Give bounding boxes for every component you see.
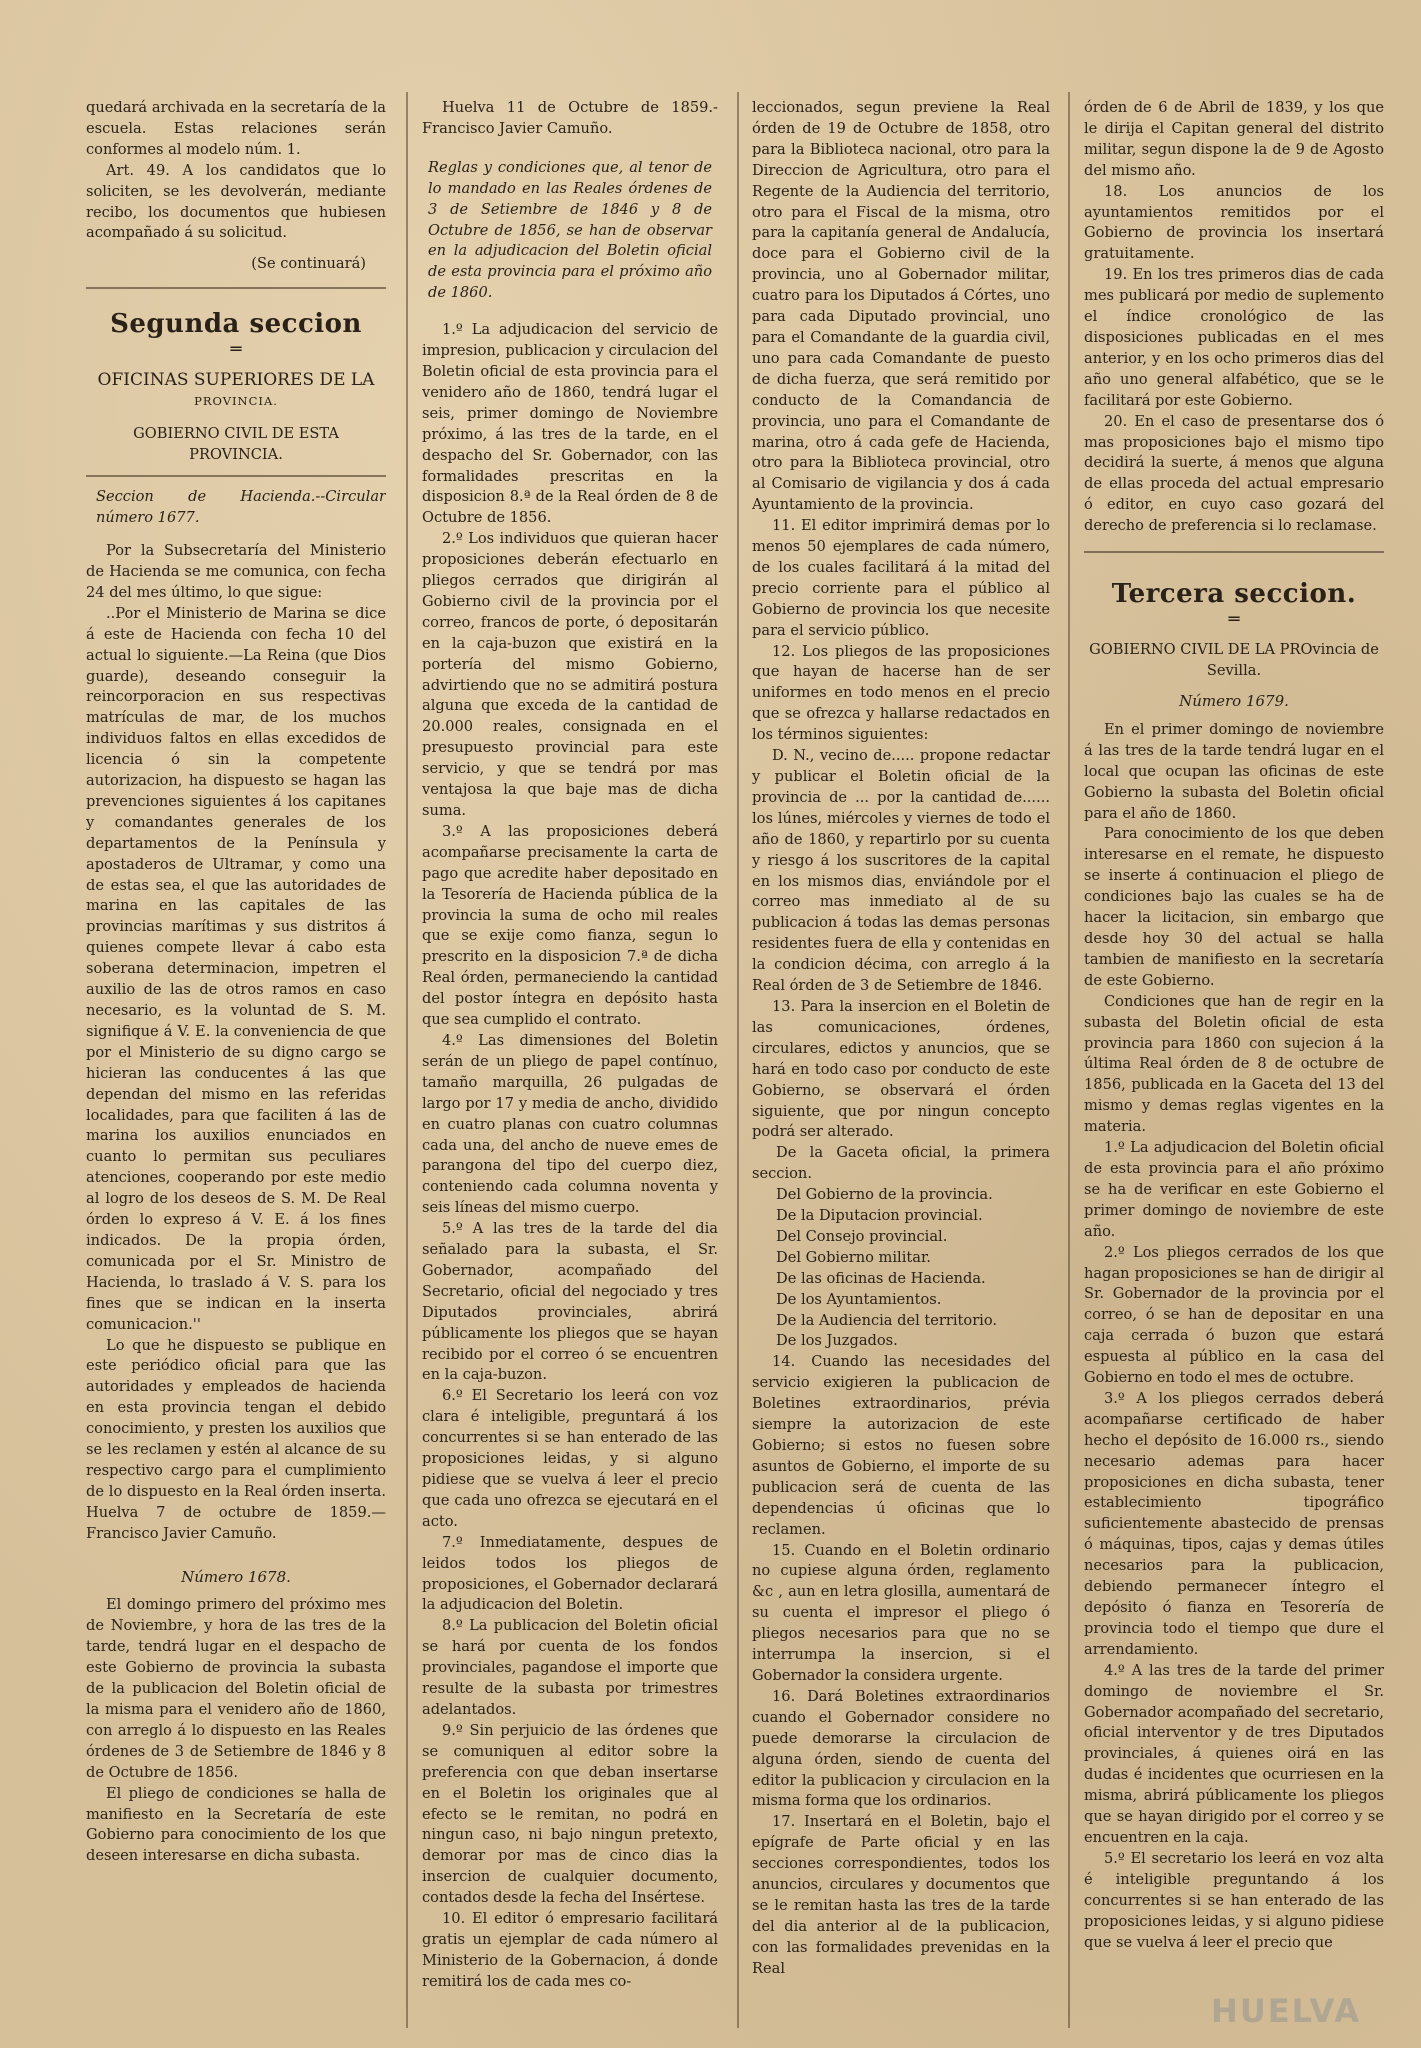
paragraph: En el primer domingo de noviembre á las tres de la tarde tendrá lugar en el local que ocupan las oficinas de este Gobierno la subasta del Boletin oficial para el año de 1860. bbox=[1084, 720, 1384, 822]
list-item: De los Ayuntamientos. bbox=[776, 1290, 942, 1308]
section-header: GOBIERNO CIVIL DE ESTA PROVINCIA. bbox=[133, 425, 339, 464]
paragraph: Huelva 11 de Octubre de 1859.-Francisco Javier Camuño. bbox=[422, 99, 718, 137]
list-item: Del Gobierno militar. bbox=[776, 1248, 931, 1266]
condition: 15. Cuando en el Boletin ordinario no cupiese alguna órden, reglamento &c , aun en letra glosilla, aumentará de su cuenta el impresor el pliego ó pliegos necesarios para que no se interrumpa la insercion, si el Gobernador la considera urgente. bbox=[752, 1541, 1050, 1684]
section-title: Segunda seccion bbox=[110, 309, 362, 340]
condition: 3.º A los pliegos cerrados deberá acompañarse certificado de haber hecho el depósito de 16.000 rs., siendo necesario ademas para hacer proposiciones en dicha subasta, tener establecimiento tipográfico suficientemente abastecido de prensas ó máquinas, tipos, cajas y demas útiles necesarios para la publicacion, debiendo permanecer íntegro el depósito ó fianza en Tesorería de provincia todo el tiempo que dure el arrendamiento. bbox=[1084, 1389, 1384, 1658]
section-title: Tercera seccion. bbox=[1111, 579, 1357, 610]
paragraph: Para conocimiento de los que deben interesarse en el remate, he dispuesto se inserte á continuacion el pliego de condiciones bajo las cuales se ha de hacer la licitacion, sin embargo que desde hoy 30 del actual se halla tambien de manifiesto en la secretaría de este Gobierno. bbox=[1084, 825, 1384, 989]
condition: 9.º Sin perjuicio de las órdenes que se comuniquen al editor sobre la preferencia con que deban insertarse en el Boletin los originales que al efecto se le remitan, no podrá en ningun caso, ni bajo ningun pretexto, demorar por mas de cinco dias la insercion de cualquier documento, contados desde la fecha del Insértese. bbox=[422, 1721, 718, 1907]
column-rule bbox=[737, 92, 739, 2028]
condition: 5.º El secretario los leerá en voz alta é inteligible preguntando á los concurrentes si se han enterado de las proposiciones leidas, y si alguno pidiese que se vuelva á leer el precio que bbox=[1084, 1849, 1384, 1951]
condition: 14. Cuando las necesidades del servicio exigieren la publicacion de Boletines extraordinarios, prévia siempre la autorizacion de este Gobierno; si estos no fuesen sobre asuntos de Gobierno, el importe de su publicacion será de cuenta de las dependencias ú oficinas que lo reclamen. bbox=[752, 1353, 1050, 1538]
condition: 10. El editor ó empresario facilitará gratis un ejemplar de cada número al Ministerio de la Gobernacion, á donde remitirá los de cada mes co- bbox=[422, 1910, 718, 1990]
number-heading: Número 1678. bbox=[181, 1567, 291, 1586]
condition: 20. En el caso de presentarse dos ó mas proposiciones bajo el mismo tipo decidirá la suerte, á menos que alguna de ellas proceda del actual empresario ó editor, en cuyo caso gozará del derecho de preferencia si lo reclamase. bbox=[1084, 412, 1384, 535]
paragraph: quedará archivada en la secretaría de la escuela. Estas relaciones serán conformes al modelo núm. 1. bbox=[86, 99, 386, 158]
column-3 bbox=[752, 98, 1050, 2048]
circular-heading: Seccion de Hacienda.--Circular número 1677. bbox=[96, 488, 386, 527]
condition: 2.º Los pliegos cerrados de los que hagan proposiciones se han de dirigir al Sr. Gobernador de la provincia por el correo, ó se han de depositar en una caja cerrada ó buzon que estará espuesta al público en la casa del Gobierno en todo el mes de octubre. bbox=[1084, 1243, 1384, 1387]
condition: 4.º A las tres de la tarde del primer domingo de noviembre el Sr. Gobernador acompañado del secretario, oficial interventor y de tres Diputados provinciales, á quienes oirá en las dudas é incidentes que ocurriesen en la misma, abrirá públicamente los pliegos que se hayan dirigido por el correo y se encuentren en la caja. bbox=[1084, 1661, 1384, 1846]
condition: 1.º La adjudicacion del Boletin oficial de esta provincia para el año próximo se ha de verificar en este Gobierno el primer domingo de noviembre de este año. bbox=[1084, 1139, 1384, 1240]
column-4 bbox=[1084, 98, 1384, 2048]
column-rule bbox=[406, 92, 408, 2028]
paragraph: El pliego de condiciones se halla de manifiesto en la Secretaría de este Gobierno para conocimiento de los que deseen interesarse en dicha subasta. bbox=[86, 1784, 386, 1865]
section-dash: ═ bbox=[230, 339, 242, 361]
condition: 4.º Las dimensiones del Boletin serán de un pliego de papel contínuo, tamaño marquilla, 26 pulgadas de largo por 17 y media de ancho, dividido en cuatro planas con cuatro columnas cada una, del ancho de nueve emes de parangona del tipo del cuerpo diez, conteniendo cada columna noventa y seis líneas del mismo cuerpo. bbox=[422, 1031, 718, 1217]
list-item: De los Juzgados. bbox=[776, 1332, 898, 1350]
section-header: GOBIERNO CIVIL DE LA PROvincia de Sevilla. bbox=[1089, 641, 1379, 680]
condition: 18. Los anuncios de los ayuntamientos remitidos por el Gobierno de provincia los insertará gratuitamente. bbox=[1084, 182, 1384, 263]
list-item: Del Consejo provincial. bbox=[776, 1227, 948, 1245]
divider bbox=[1084, 551, 1384, 553]
proposal-model: D. N., vecino de..... propone redactar y publicar el Boletin oficial de la provincia de ... por la cantidad de...... los lúnes, miércoles y viernes de todo el año de 1860, y repartirlo por su cuenta y riesgo á los suscritores de la capital en los mismos dias, enviándole por el correo mas inmediato al de su publicacion á todas las demas personas residentes fuera de ella y contenidas en la condicion décima, con arreglo á la Real órden de 3 de Setiembre de 1846. bbox=[752, 747, 1050, 995]
paragraph: Condiciones que han de regir en la subasta del Boletin oficial de esta provincia para 1860 con sujecion á la última Real órden de 8 de octubre de 1856, publicada en la Gaceta del 13 del mismo y demas reglas vigentes en la materia. bbox=[1084, 992, 1384, 1136]
paragraph: Por la Subsecretaría del Ministerio de Hacienda se me comunica, con fecha 24 del mes último, lo que sigue: bbox=[86, 542, 386, 601]
divider bbox=[86, 287, 386, 289]
condition: 16. Dará Boletines extraordinarios cuando el Gobernador considere no puede demorarse la circulacion de alguna órden, siendo de cuenta del editor la publicacion y circulacion en la misma forma que los ordinarios. bbox=[752, 1687, 1050, 1810]
condition: 2.º Los individuos que quieran hacer proposiciones deberán efectuarlo en pliegos cerrados que dirigirán al Gobierno civil de la provincia por el correo, francos de porte, ó depositarán en la caja-buzon que existirá en la portería del mismo Gobierno, advirtiendo que no se admitirá postura alguna que exceda de la cantidad de 20.000 reales, consignada en el presupuesto provincial para este servicio, y que se tendrá por mas ventajosa la que baje mas de dicha suma. bbox=[422, 530, 718, 819]
paragraph: El domingo primero del próximo mes de Noviembre, y hora de las tres de la tarde, tendrá lugar en el despacho de este Gobierno de provincia la subasta de la publicacion del Boletin oficial de la misma para el venidero año de 1860, con arreglo á lo dispuesto en las Reales órdenes de 3 de Setiembre de 1846 y 8 de Octubre de 1856. bbox=[86, 1596, 386, 1781]
condition: 1.º La adjudicacion del servicio de impresion, publicacion y circulacion del Boletin oficial de esta provincia para el venidero año de 1860, tendrá lugar el seis, primer domingo de Noviembre próximo, á las tres de la tarde, en el despacho del Sr. Gobernador, con las formalidades prescritas en la disposicion 8.ª de la Real órden de 8 de Octubre de 1856. bbox=[422, 321, 718, 527]
paragraph: órden de 6 de Abril de 1839, y los que le dirija el Capitan general del distrito militar, segun dispone la de 9 de Agosto del mismo año. bbox=[1084, 99, 1384, 179]
condition: 7.º Inmediatamente, despues de leidos todos los pliegos de proposiciones, el Gobernador declarará la adjudicacion del Boletin. bbox=[422, 1533, 718, 1614]
library-watermark: HUELVA bbox=[1211, 1992, 1361, 2030]
paragraph: leccionados, segun previene la Real órden de 19 de Octubre de 1858, otro para la Biblioteca nacional, otro para la Direccion de Agricultura, otro para el Regente de la Audiencia del territorio, otro para el Fiscal de la misma, otro para la capitanía general de Andalucía, doce para el Gobierno civil de la provincia, uno al Gobernador militar, cuatro para los Diputados á Córtes, uno para cada Diputado provincial, uno para el Comandante de la guardia civil, uno para cada Comandante de puesto de dicha fuerza, que será remitido por conducto de la Comandancia de provincia, uno para el Comandante de marina, otro á cada gefe de Hacienda, otro para la Biblioteca provincial, otro al Comisario de vigilancia y dos á cada Ayuntamiento de la provincia. bbox=[752, 99, 1050, 514]
continuation-note: (Se continuará) bbox=[251, 255, 366, 273]
condition: 13. Para la insercion en el Boletin de las comunicaciones, órdenes, circulares, edictos y anuncios, que se hará en todo caso por conducto de este Gobierno, se observará el órden siguiente, que por ningun concepto podrá ser alterado. bbox=[752, 997, 1050, 1141]
list-item: De la Gaceta oficial, la primera seccion. bbox=[752, 1144, 1050, 1183]
list-item: De las oficinas de Hacienda. bbox=[776, 1269, 986, 1287]
divider bbox=[86, 475, 386, 477]
condition: 6.º El Secretario los leerá con voz clara é inteligible, preguntará á los concurrentes si se han enterado de las proposiciones leidas, y si alguno pidiese que se vuelva á leer el precio que cada uno ofrezca se ejecutará en el acto. bbox=[422, 1387, 718, 1530]
condition: 12. Los pliegos de las proposiciones que hayan de hacerse han de ser uniformes en todo menos en el precio que se ofrezca y hallarse redactados en los términos siguientes: bbox=[752, 642, 1050, 744]
condition: 8.º La publicacion del Boletin oficial se hará por cuenta de los fondos provinciales, pagandose el importe que resulte de la subasta por trimestres adelantados. bbox=[422, 1617, 718, 1718]
list-item: De la Diputacion provincial. bbox=[776, 1207, 983, 1225]
list-item: Del Gobierno de la provincia. bbox=[776, 1186, 993, 1204]
paragraph: ..Por el Ministerio de Marina se dice á este de Hacienda con fecha 10 del actual lo siguiente.—La Reina (que Dios guarde), deseando conseguir la reincorporacion en sus respectivas matrículas de mar, de los muchos individuos faltos en ellas excedidos de licencia ó sin la competente autorizacion, ha dispuesto se hagan las prevenciones siguientes á los capitanes y comandantes generales de los departamentos de la Península y apostaderos de Ultramar, y como una de estas sea, el que las autoridades de marina en las capitales de las provincias marítimas y sus distritos á quienes compete llevar á cabo esta soberana determinacion, impetren el auxilio de las de otros ramos en caso necesario, es la voluntad de S. M. signifique á V. E. la conveniencia de que por el Ministerio de su digno cargo se hicieran las conducentes á las que dependan del mismo en las referidas localidades, para que faciliten á las de marina los auxilios enunciados en cuanto lo permitan sus peculiares atenciones, cooperando por este medio al logro de los deseos de S. M. De Real órden lo expreso á V. E. á los fines indicados. De la propia órden, comunicada por el Sr. Ministro de Hacienda, lo traslado á V. S. para los fines que se indican en la inserta comunicacion.'' bbox=[86, 604, 386, 1333]
section-header: OFICINAS SUPERIORES DE LA bbox=[97, 370, 375, 391]
number-heading: Número 1679. bbox=[1179, 692, 1289, 711]
list-item: De la Audiencia del territorio. bbox=[776, 1311, 998, 1329]
condition: 3.º A las proposiciones deberá acompañarse precisamente la carta de pago que acredite haber depositado en la Tesorería de Hacienda pública de la provincia la suma de ocho mil reales que se exije como fianza, segun lo prescrito en la disposicion 7.ª de dicha Real órden, permaneciendo la cantidad del postor íntegra en depósito hasta que sea cumplido el contrato. bbox=[422, 822, 718, 1029]
column-1 bbox=[86, 98, 386, 2048]
section-dash: ═ bbox=[1228, 609, 1240, 631]
column-2 bbox=[422, 98, 718, 2048]
section-header-sub: PROVINCIA. bbox=[194, 394, 278, 409]
column-rule bbox=[1068, 92, 1070, 2028]
condition: 11. El editor imprimirá demas por lo menos 50 ejemplares de cada número, de los cuales facilitará á la mitad del precio corriente para el público al Gobierno de provincia los que necesite para el servicio público. bbox=[752, 517, 1050, 639]
paragraph: Art. 49. A los candidatos que lo soliciten, se les devolverán, mediante recibo, los documentos que hubiesen acompañado á su solicitud. bbox=[86, 161, 386, 242]
paragraph: Lo que he dispuesto se publique en este periódico oficial para que las autoridades y empleados de hacienda en esta provincia tengan el debido conocimiento, y presten los auxilios que se les reclamen y estén al alcance de su respectivo cargo para el cumplimiento de lo dispuesto en la Real órden inserta. Huelva 7 de octubre de 1859.—Francisco Javier Camuño. bbox=[86, 1336, 386, 1542]
condition: 5.º A las tres de la tarde del dia señalado para la subasta, el Sr. Gobernador, acompañado del Secretario, oficial del negociado y tres Diputados provinciales, abrirá públicamente los pliegos que se hayan recibido por el correo ó se encuentren en la caja-buzon. bbox=[422, 1220, 718, 1384]
condition: 17. Insertará en el Boletin, bajo el epígrafe de Parte oficial y en las secciones correspondientes, todos los anuncios, circulares y documentos que se le remitan hasta las tres de la tarde del dia anterior al de la publicacion, con las formalidades prevenidas en la Real bbox=[752, 1813, 1050, 1977]
rules-heading: Reglas y condiciones que, al tenor de lo mandado en las Reales órdenes de 3 de Setiembre de 1846 y 8 de Octubre de 1856, se han de observar en la adjudicacion del Boletin oficial de esta provincia para el próximo año de 1860. bbox=[428, 158, 712, 302]
condition: 19. En los tres primeros dias de cada mes publicará por medio de suplemento el índice cronológico de las disposiciones publicadas en el mes anterior, y en los ocho primeros dias del año uno general alfabético, que se le facilitará por este Gobierno. bbox=[1084, 266, 1384, 409]
insertion-order-list bbox=[752, 1143, 1050, 1352]
